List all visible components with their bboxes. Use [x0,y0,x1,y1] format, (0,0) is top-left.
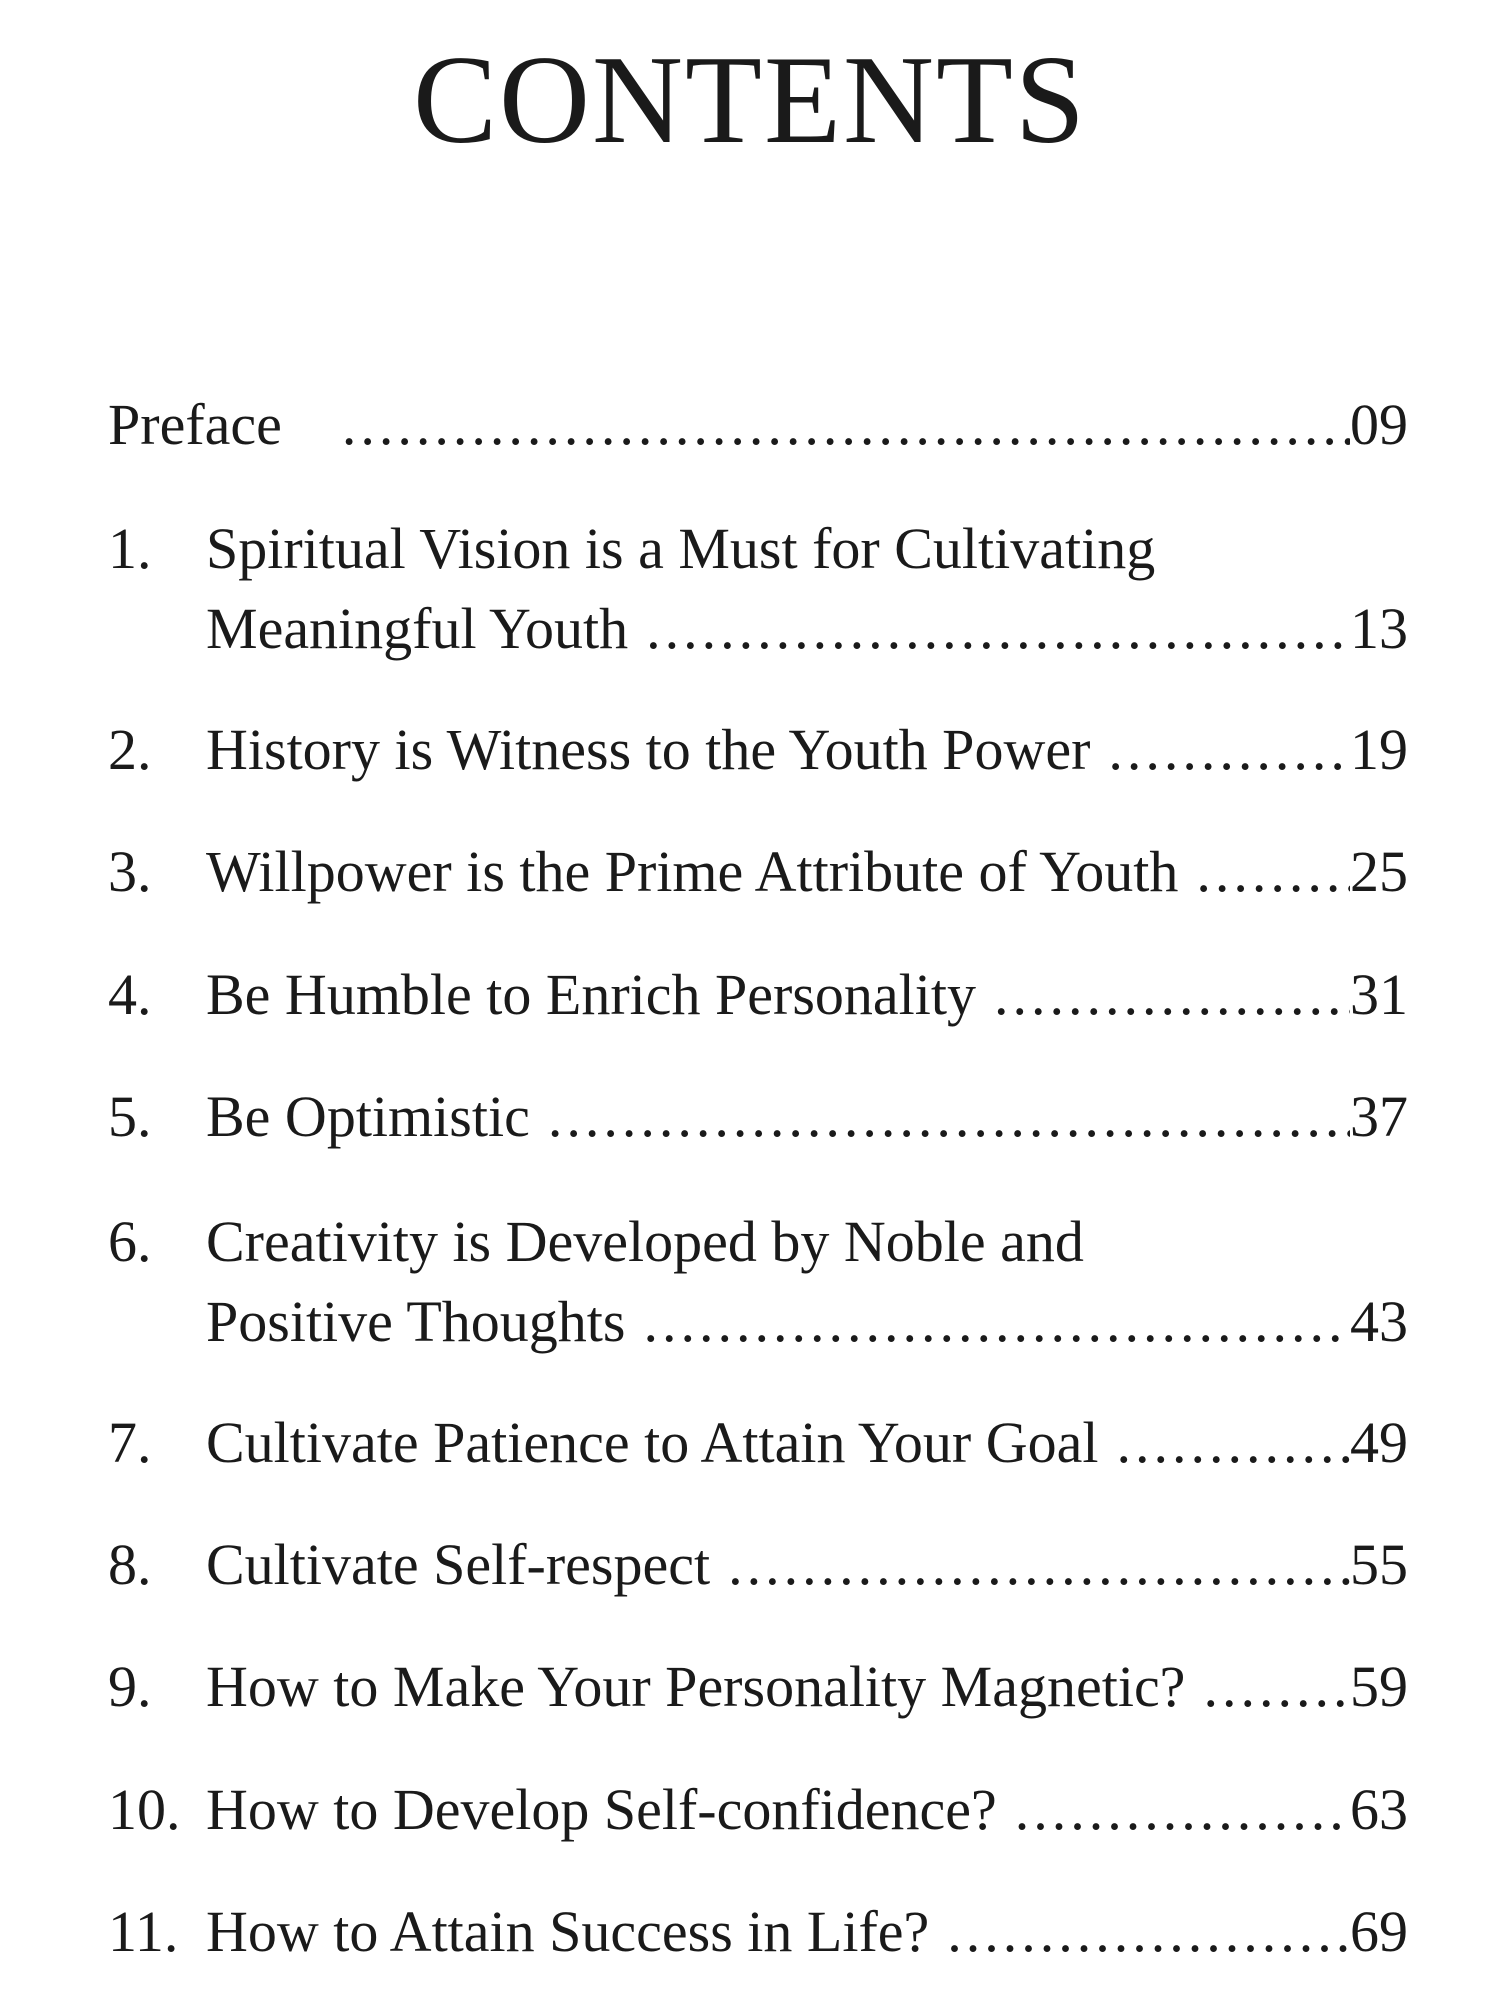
toc-entry-title: Willpower is the Prime Attribute of Youth [206,839,1179,904]
toc-entry-title: Be Humble to Enrich Personality [206,962,976,1027]
page-title: CONTENTS [413,31,1087,170]
toc-line [108,955,1408,1035]
toc-page-number: 69 [1350,1899,1408,1964]
toc-entry-9[interactable] [108,1647,1408,1727]
toc-entry-number: 9. [108,1654,152,1719]
dot-leader [728,1525,1350,1605]
toc-entry-4[interactable] [108,955,1408,1035]
dot-leader [1116,1403,1350,1483]
toc-entry-number: 11. [108,1899,179,1964]
dot-leader [1108,710,1350,790]
toc-entry-6[interactable] [108,1202,1408,1362]
toc-entry-number: 4. [108,962,152,1027]
toc-entry-2[interactable] [108,710,1408,790]
toc-entry-8[interactable] [108,1525,1408,1605]
toc-entry-title: Preface [108,392,282,457]
dot-leader [1015,1770,1350,1850]
toc-entry-1[interactable] [108,509,1408,669]
dot-leader [342,385,1350,465]
toc-page-number: 55 [1350,1532,1408,1597]
toc-line [108,1770,1408,1850]
toc-line [108,509,1408,589]
dot-leader [646,589,1350,669]
toc-entry-title: Be Optimistic [206,1084,530,1149]
dot-leader [548,1077,1350,1157]
toc-page-number: 19 [1350,717,1408,782]
toc-entry-number: 2. [108,717,152,782]
toc-entry-title: History is Witness to the Youth Power [206,717,1091,782]
toc-line [108,710,1408,790]
toc-line [108,832,1408,912]
toc-page-number: 49 [1350,1410,1408,1475]
toc-line [108,1525,1408,1605]
toc-entry-title: Spiritual Vision is a Must for Cultivating [206,516,1156,581]
toc-entry-3[interactable] [108,832,1408,912]
toc-page-number: 63 [1350,1777,1408,1842]
dot-leader [1196,832,1350,912]
toc-entry-title: How to Develop Self-confidence? [206,1777,997,1842]
toc-line [108,1892,1408,1972]
toc-entry-title: How to Make Your Personality Magnetic? [206,1654,1186,1719]
dot-leader [643,1282,1350,1362]
toc-entry-number: 5. [108,1084,152,1149]
toc-entry-preface[interactable] [108,385,1408,465]
toc-entry-title-continued: Positive Thoughts [206,1289,626,1354]
toc-page-number: 09 [1350,392,1408,457]
toc-line [108,1403,1408,1483]
toc-entry-title: Cultivate Self-respect [206,1532,711,1597]
dot-leader [947,1892,1350,1972]
toc-entry-title: Creativity is Developed by Noble and [206,1209,1084,1274]
toc-entry-number: 3. [108,839,152,904]
toc-entry-number: 7. [108,1410,152,1475]
toc-entry-title-continued: Meaningful Youth [206,596,629,661]
toc-entry-title: Cultivate Patience to Attain Your Goal [206,1410,1099,1475]
toc-entry-number: 6. [108,1209,152,1274]
toc-entry-number: 1. [108,516,152,581]
toc-entry-10[interactable] [108,1770,1408,1850]
toc-line [108,1647,1408,1727]
toc-page-number: 31 [1350,962,1408,1027]
toc-entry-number: 10. [108,1777,181,1842]
toc-entry-11[interactable] [108,1892,1408,1972]
toc-entry-7[interactable] [108,1403,1408,1483]
toc-page-number: 13 [1350,596,1408,661]
toc-line [108,589,1408,669]
toc-line [108,1202,1408,1282]
toc-page-number: 25 [1350,839,1408,904]
toc-line [108,1282,1408,1362]
toc-page-number: 59 [1350,1654,1408,1719]
toc-line [108,1077,1408,1157]
toc-page-number: 43 [1350,1289,1408,1354]
toc-entry-number: 8. [108,1532,152,1597]
toc-line [108,385,1408,465]
dot-leader [1203,1647,1350,1727]
toc-entry-title: How to Attain Success in Life? [206,1899,930,1964]
toc-page-number: 37 [1350,1084,1408,1149]
toc-entry-5[interactable] [108,1077,1408,1157]
dot-leader [994,955,1350,1035]
